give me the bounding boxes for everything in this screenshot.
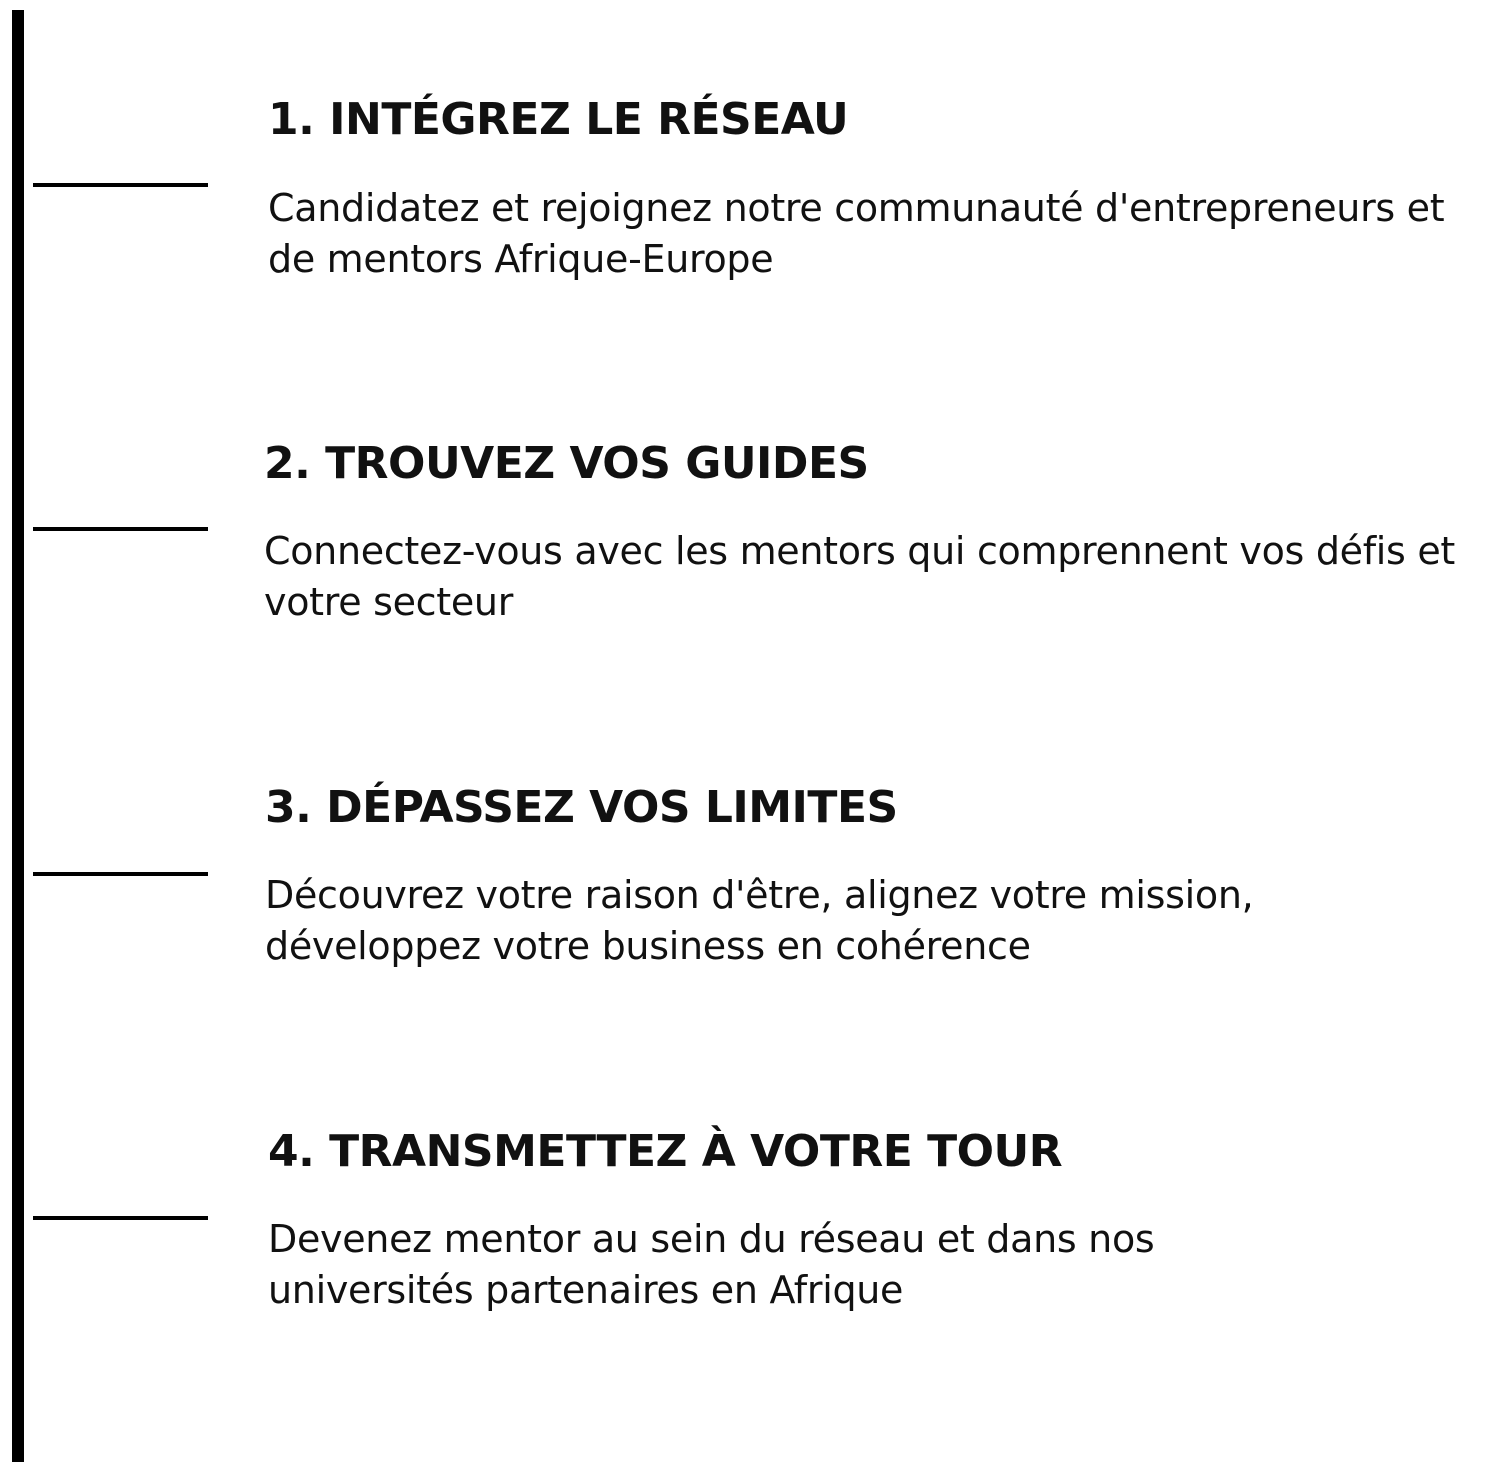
step-title: 3. DÉPASSEZ VOS LIMITES <box>265 782 898 833</box>
step-description: Connectez-vous avec les mentors qui comprennent vos défis et votre secteur <box>264 529 1456 624</box>
step-description: Devenez mentor au sein du réseau et dans nos universités partenaires en Afrique <box>268 1217 1155 1312</box>
timeline-tick <box>33 1216 208 1220</box>
step-description: Découvrez votre raison d'être, alignez votre mission, développez votre business en cohérence <box>265 873 1254 968</box>
step-description: Candidatez et rejoignez notre communauté d'entrepreneurs et de mentors Afrique-Europe <box>268 186 1445 281</box>
step-title: 1. INTÉGREZ LE RÉSEAU <box>268 94 849 145</box>
step-title: 2. TROUVEZ VOS GUIDES <box>264 438 869 489</box>
step-title: 4. TRANSMETTEZ À VOTRE TOUR <box>268 1126 1063 1177</box>
